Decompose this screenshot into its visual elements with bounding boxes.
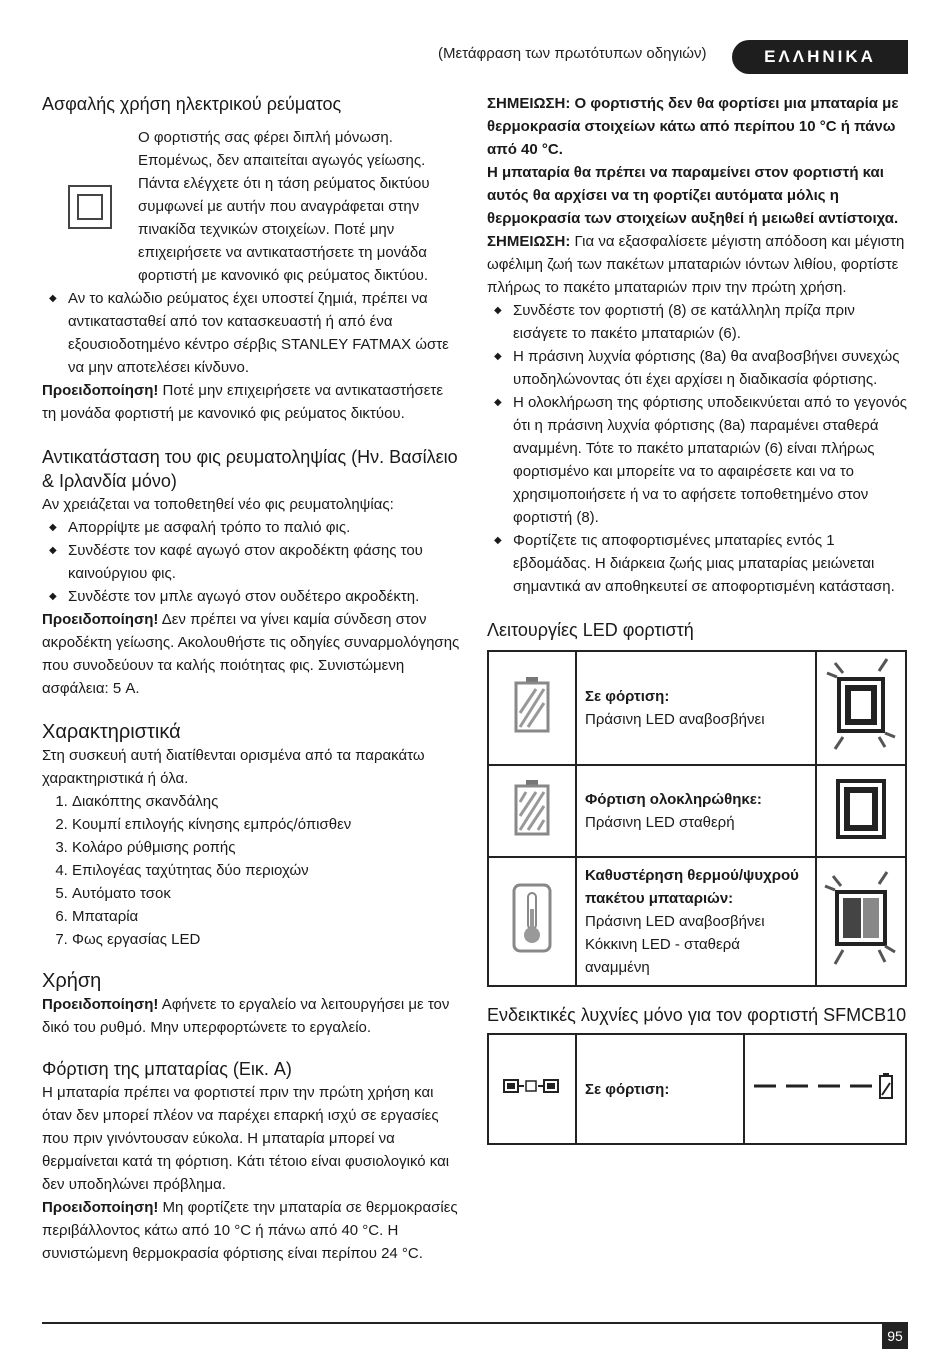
table-row xyxy=(488,765,906,857)
list-item: ◆ Αν το καλώδιο ρεύματος έχει υποστεί ζημιά, πρέπει να αντικατασταθεί από τον κατασκευαστή ή από ένα εξουσιοδοτημένο κέντρο σέρβις STANLEY FATMAX ώστε να μην αποτελέσει κίνδυνο. xyxy=(68,287,460,379)
features-list xyxy=(42,790,460,951)
note-temperature: ΣΗΜΕΙΩΣΗ: Ο φορτιστής δεν θα φορτίσει μια μπαταρία με θερμοκρασία στοιχείων κάτω από περίπου 10 °C ή πάνω από 40 °C. xyxy=(487,95,899,158)
list-item: ◆ Η πράσινη λυχνία φόρτισης (8a) θα αναβοσβήνει συνεχώς υποδηλώνοντας ότι έχει αρχίσει η διαδικασία φόρτισης. xyxy=(513,345,909,391)
insulation-text: Ο φορτιστής σας φέρει διπλή μόνωση. Επομένως, δεν απαιτείται αγωγός γείωσης. Πάντα ελέγχετε ότι η τάση ρεύματος δικτύου συμφωνεί με αυτήν που αναγράφεται στην πινακίδα τεχνικών στοιχείων. Ποτέ μην επιχειρήσετε να αντικαταστήσετε τη μονάδα φορτιστή με κανονικό φις ρεύματος δικτύου. xyxy=(138,129,430,284)
features-intro: Στη συσκευή αυτή διατίθενται ορισμένα από τα παρακάτω χαρακτηριστικά ή όλα. xyxy=(42,747,425,787)
use-title: Χρήση xyxy=(42,970,102,992)
features-title: Χαρακτηριστικά xyxy=(42,721,181,743)
plug-warning xyxy=(42,608,460,700)
left-column xyxy=(42,92,460,1265)
double-insulation-icon xyxy=(68,185,112,229)
led-row-label: Σε φόρτιση: xyxy=(585,688,670,705)
led-row-label: Φόρτιση ολοκληρώθηκε: xyxy=(585,791,762,808)
note-remain: Η μπαταρία θα πρέπει να παραμείνει στον φορτιστή και αυτός θα αρχίσει να τη φορτίζει αυτόματα μόλις η θερμοκρασία των στοιχείων αυξηθεί ή μειωθεί αντίστοιχα. xyxy=(487,164,899,227)
sfmcb-title: Ενδεικτικές λυχνίες μόνο για τον φορτιστή SFMCB10 xyxy=(487,1005,907,1025)
use-warning xyxy=(42,993,460,1039)
safety-bullets xyxy=(42,287,460,379)
safety-warning xyxy=(42,379,460,425)
warning-label: Προειδοποίηση! xyxy=(42,1199,159,1216)
plug-intro: Αν χρειάζεται να τοποθετηθεί νέο φις ρευματοληψίας: xyxy=(42,496,394,513)
list-item: ◆ Συνδέστε τον φορτιστή (8) σε κατάλληλη πρίζα πριν εισάγετε το πακέτο μπαταριών (6). xyxy=(513,299,909,345)
warning-text: Αφήνετε το εργαλείο να λειτουργήσει με τον δικό του ρυθμό. Μην υπερφορτώνετε το εργαλείο. xyxy=(42,996,450,1036)
list-item: 5. Αυτόματο τσοκ xyxy=(72,882,460,905)
led-row-text2: Κόκκινη LED - σταθερά αναμμένη xyxy=(585,936,740,976)
double-insulation-block xyxy=(42,126,460,287)
list-item: 4. Επιλογέας ταχύτητας δύο περιοχών xyxy=(72,859,460,882)
list-item: 6. Μπαταρία xyxy=(72,905,460,928)
plug-title: Αντικατάσταση του φις ρευματοληψίας (Ην. Βασίλειο & Ιρλανδία μόνο) xyxy=(42,447,458,491)
warning-text: Ποτέ μην επιχειρήσετε να αντικαταστήσετε τη μονάδα φορτιστή με κανονικό φις ρεύματος δικτύου. xyxy=(42,382,444,422)
sfmcb-table xyxy=(487,1033,907,1145)
led-row-label: Καθυστέρηση θερμού/ψυχρού πακέτου μπαταριών: xyxy=(585,867,799,907)
warning-label: Προειδοποίηση! xyxy=(42,382,159,399)
thermometer-icon xyxy=(512,883,552,953)
note-lithium: ΣΗΜΕΙΩΣΗ: Για να εξασφαλίσετε μέγιστη απόδοση και μέγιστη ωφέλιμη ζωή των πακέτων μπαταριών ιόντων λιθίου, φορτίστε πλήρως το πακέτο μπαταριών πριν την πρώτη χρήση. xyxy=(487,233,905,296)
battery-full-icon xyxy=(512,778,552,838)
header-subtitle: (Μετάφραση των πρωτότυπων οδηγιών) xyxy=(438,45,707,62)
led-row-text: Πράσινη LED σταθερή xyxy=(585,814,735,831)
list-item: 1. Διακόπτης σκανδάλης xyxy=(72,790,460,813)
led-solid-icon xyxy=(826,773,896,843)
table-row xyxy=(488,1034,906,1144)
page-number: 95 xyxy=(882,1323,908,1349)
charging-title: Φόρτιση της μπαταρίας (Εικ. A) xyxy=(42,1059,292,1079)
charging-bullets xyxy=(487,299,909,598)
led-table xyxy=(487,650,907,987)
list-item: 3. Κολάρο ρύθμισης ροπής xyxy=(72,836,460,859)
warning-text: Δεν πρέπει να γίνει καμία σύνδεση στον ακροδέκτη γείωσης. Ακολουθήστε τις οδηγίες συναρμολόγησης που συνοδεύουν τα καλής ποιότητας φις. Συνιστώμενη ασφάλεια: 5 A. xyxy=(42,611,460,697)
indicator-lights-icon xyxy=(502,1076,562,1096)
battery-charging-icon xyxy=(512,675,552,735)
led-blinking-icon xyxy=(821,655,901,755)
list-item: 2. Κουμπί επιλογής κίνησης εμπρός/όπισθεν xyxy=(72,813,460,836)
footer-line xyxy=(42,1322,908,1324)
table-row xyxy=(488,857,906,986)
sfmcb-row-label: Σε φόρτιση: xyxy=(585,1080,670,1098)
charging-warning xyxy=(42,1196,460,1265)
list-item: ◆ Φορτίζετε τις αποφορτισμένες μπαταρίες εντός 1 εβδομάδας. Η διάρκεια ζωής μιας μπαταρίας μειώνεται σημαντικά αν αποθηκευτεί σε αποφορτισμένη κατάσταση. xyxy=(513,529,909,598)
safety-title: Ασφαλής χρήση ηλεκτρικού ρεύματος xyxy=(42,94,342,114)
list-item: ◆ Συνδέστε τον μπλε αγωγό στον ουδέτερο ακροδέκτη. xyxy=(68,585,460,608)
led-row-text: Πράσινη LED αναβοσβήνει xyxy=(585,913,765,930)
led-row-text: Πράσινη LED αναβοσβήνει xyxy=(585,711,765,728)
warning-label: Προειδοποίηση! xyxy=(42,611,159,628)
warning-text: Μη φορτίζετε την μπαταρία σε θερμοκρασίες περιβάλλοντος κάτω από 10 °C ή πάνω από 40 °C. Η συνιστώμενη θερμοκρασία φόρτισης είναι περίπου 24 °C. xyxy=(42,1199,458,1262)
right-column xyxy=(487,92,909,1145)
led-title: Λειτουργίες LED φορτιστή xyxy=(487,620,694,640)
list-item: ◆ Η ολοκλήρωση της φόρτισης υποδεικνύεται από το γεγονός ότι η πράσινη λυχνία φόρτισης (8a) παραμένει σταθερά αναμμένη. Τότε το πακέτο μπαταριών (6) είναι πλήρως φορτισμένο και μπορείτε να το αφαιρέσετε και να το χρησιμοποιήσετε ή να το αφήσετε τοποθετημένο στον φορτιστή (8). xyxy=(513,391,909,529)
language-tab: ΕΛΛΗΝΙΚΑ xyxy=(732,40,908,74)
led-hot-cold-icon xyxy=(821,868,901,968)
list-item: ◆ Απορρίψτε με ασφαλή τρόπο το παλιό φις. xyxy=(68,516,460,539)
warning-label: Προειδοποίηση! xyxy=(42,996,159,1013)
small-battery-icon xyxy=(750,1071,900,1101)
plug-bullets xyxy=(42,516,460,608)
table-row xyxy=(488,651,906,765)
charging-text: Η μπαταρία πρέπει να φορτιστεί πριν την πρώτη χρήση και όταν δεν μπορεί πλέον να παρέχει επαρκή ισχύ σε εργασίες που πριν γινόντουσαν εύκολα. Η μπαταρία μπορεί να θερμαίνεται κατά τη φόρτιση. Κάτι τέτοιο είναι φυσιολογικό και δεν υποδηλώνει πρόβλημα. xyxy=(42,1084,450,1193)
list-item: ◆ Συνδέστε τον καφέ αγωγό στον ακροδέκτη φάσης του καινούργιου φις. xyxy=(68,539,460,585)
list-item: 7. Φως εργασίας LED xyxy=(72,928,460,951)
